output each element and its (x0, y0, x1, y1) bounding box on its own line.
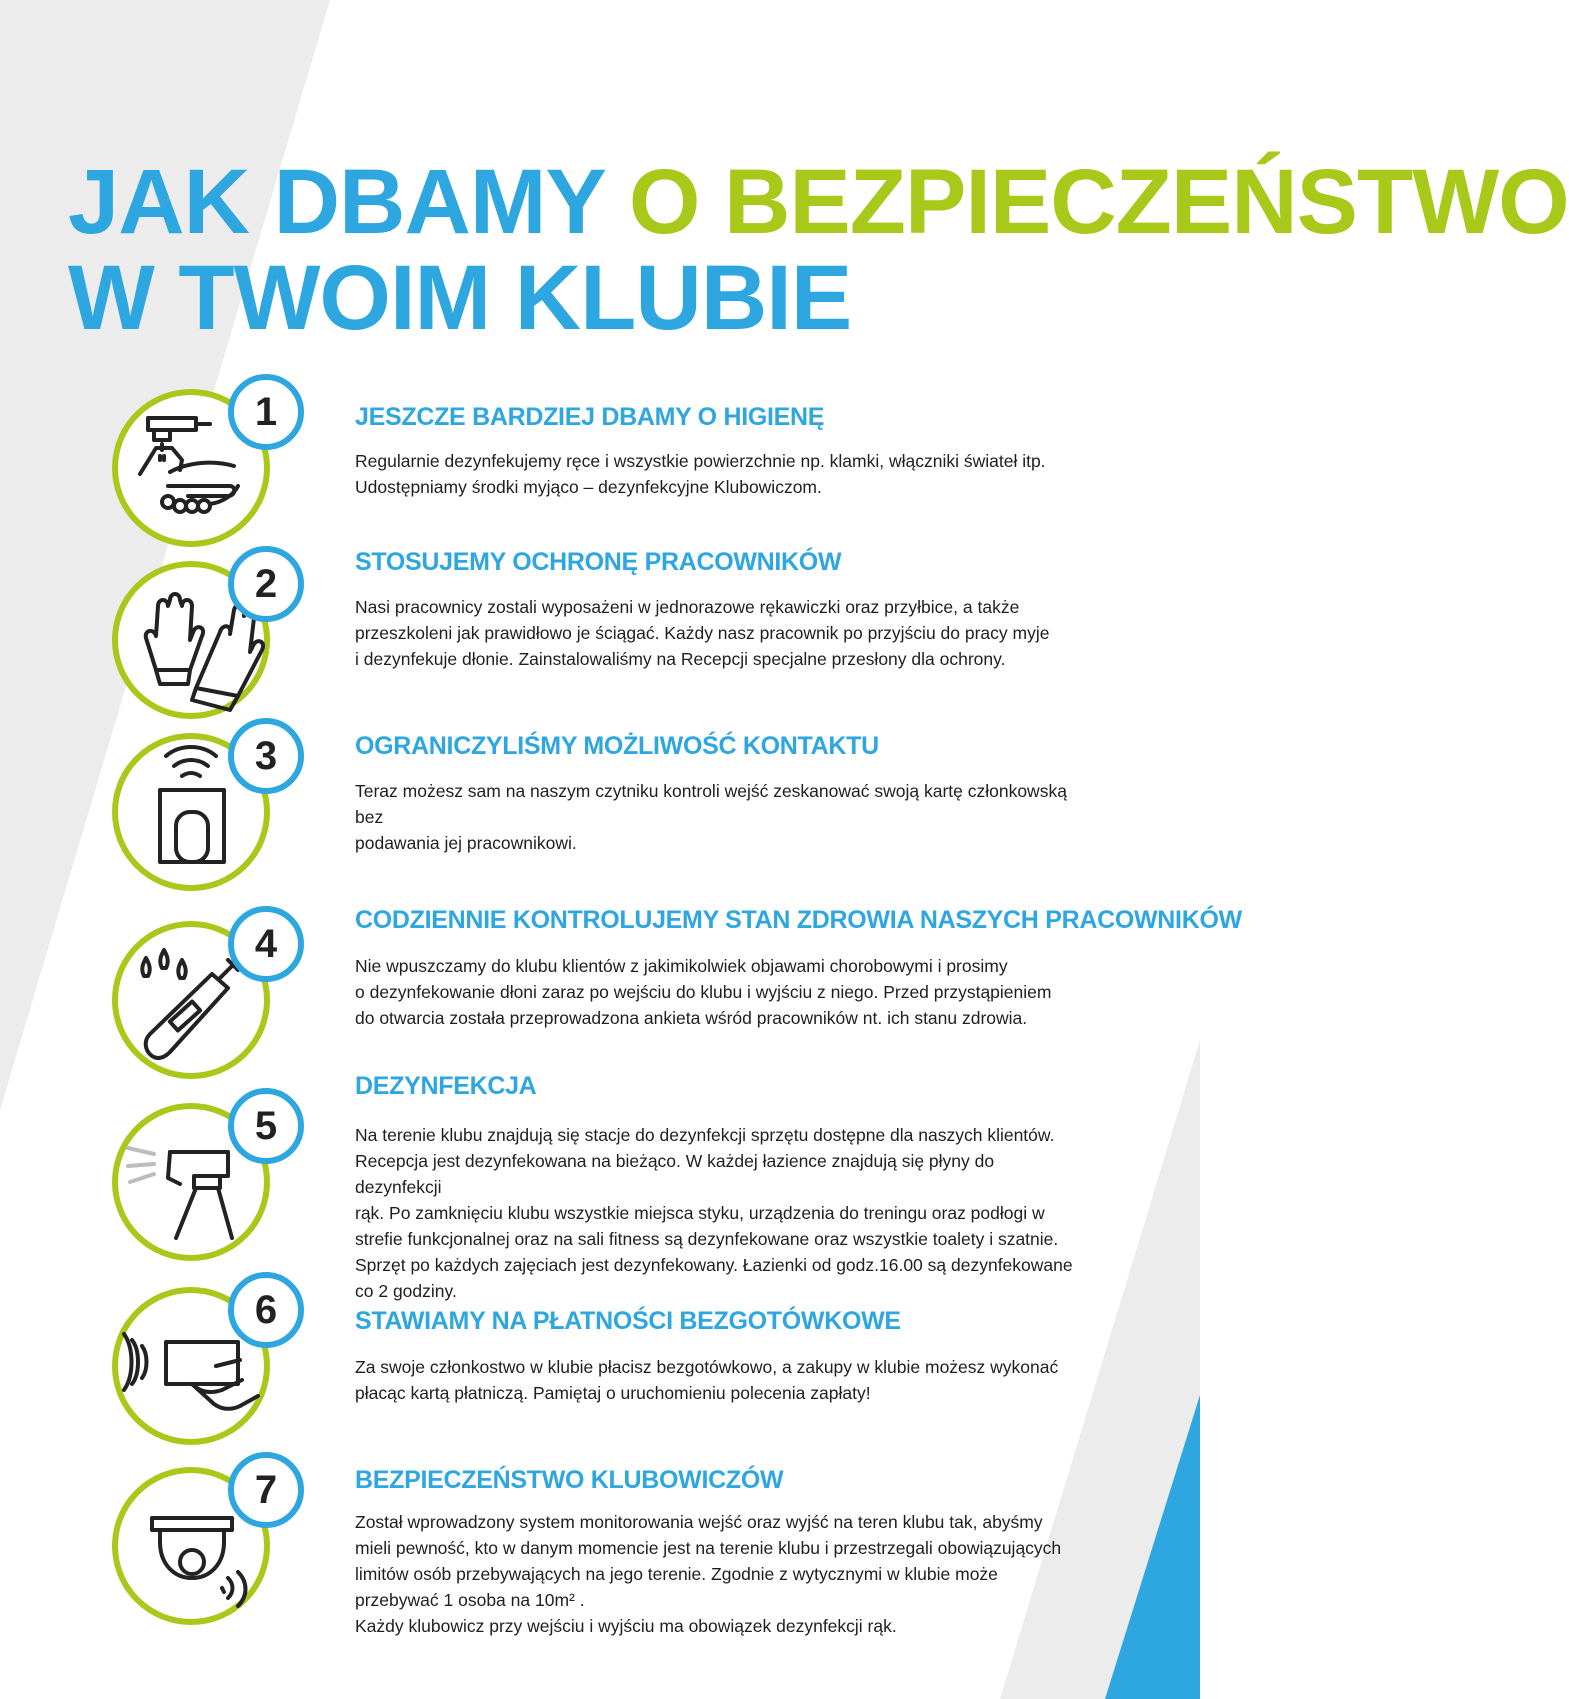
section-heading: STOSUJEMY OCHRONĘ PRACOWNIKÓW (355, 548, 842, 576)
step-number-badge: 4 (228, 906, 304, 982)
body-line: przebywać 1 osoba na 10m² . (355, 1590, 585, 1610)
section-body (355, 953, 1075, 1031)
title-part-blue: JAK DBAMY (68, 150, 605, 253)
body-line: i dezynfekuje dłonie. Zainstalowaliśmy na Recepcji specjalne przesłony dla ochrony. (355, 649, 1006, 669)
body-line: Nie wpuszczamy do klubu klientów z jakimikolwiek objawami chorobowymi i prosimy (355, 956, 1008, 976)
section-heading: OGRANICZYLIŚMY MOŻLIWOŚĆ KONTAKTU (355, 732, 879, 760)
step-number-badge: 2 (228, 546, 304, 622)
section-body (355, 1354, 1075, 1406)
body-line: Sprzęt po każdych zajęciach jest dezynfekowany. Łazienki od godz.16.00 są dezynfekowane (355, 1255, 1073, 1275)
section-heading: STAWIAMY NA PŁATNOŚCI BEZGOTÓWKOWE (355, 1307, 901, 1335)
section-body (355, 594, 1075, 672)
section-body (355, 1509, 1075, 1639)
section-heading: JESZCZE BARDZIEJ DBAMY O HIGIENĘ (355, 403, 825, 431)
title-part-green: O BEZPIECZEŃSTWO (628, 150, 1569, 253)
section-body (355, 778, 1075, 856)
body-line: rąk. Po zamknięciu klubu wszystkie miejsca styku, urządzenia do treningu oraz podłogi w (355, 1203, 1045, 1223)
step-number-badge: 1 (228, 374, 304, 450)
section-3-icon-wrap (110, 732, 280, 902)
body-line: Został wprowadzony system monitorowania wejść oraz wyjść na teren klubu tak, abyśmy (355, 1512, 1043, 1532)
step-number-badge: 6 (228, 1272, 304, 1348)
body-line: limitów osób przebywających na jego terenie. Zgodnie z wytycznymi w klubie może (355, 1564, 998, 1584)
body-line: Za swoje członkostwo w klubie płacisz bezgotówkowo, a zakupy w klubie możesz wykonać (355, 1357, 1059, 1377)
body-line: Udostępniamy środki myjąco – dezynfekcyjne Klubowiczom. (355, 477, 822, 497)
section-body (355, 448, 1075, 500)
step-number-badge: 7 (228, 1452, 304, 1528)
section-heading: CODZIENNIE KONTROLUJEMY STAN ZDROWIA NASZYCH PRACOWNIKÓW (355, 906, 1242, 934)
section-heading: DEZYNFEKCJA (355, 1072, 537, 1100)
title-line-2: W TWOIM KLUBIE (68, 246, 852, 349)
body-line: przeszkoleni jak prawidłowo je ściągać. Każdy nasz pracownik po przyjściu do pracy myje (355, 623, 1050, 643)
body-line: mieli pewność, kto w danym momencie jest na terenie klubu i przestrzegali obowiązujących (355, 1538, 1062, 1558)
body-line: Na terenie klubu znajdują się stacje do dezynfekcji sprzętu dostępne dla naszych klientów. (355, 1125, 1055, 1145)
section-heading: BEZPIECZEŃSTWO KLUBOWICZÓW (355, 1466, 784, 1494)
section-1-icon-wrap (110, 388, 280, 558)
section-body (355, 1122, 1075, 1304)
section-7-icon-wrap (110, 1466, 280, 1636)
section-4-icon-wrap (110, 920, 280, 1090)
step-number-badge: 5 (228, 1088, 304, 1164)
section-2-icon-wrap (110, 560, 280, 730)
body-line: podawania jej pracownikowi. (355, 833, 577, 853)
section-6-icon-wrap (110, 1286, 280, 1456)
page-title (68, 150, 1569, 349)
body-line: co 2 godziny. (355, 1281, 457, 1301)
body-line: Regularnie dezynfekujemy ręce i wszystkie powierzchnie np. klamki, włączniki świateł itp. (355, 451, 1046, 471)
body-line: strefie funkcjonalnej oraz na sali fitness są dezynfekowane oraz wszystkie toalety i szatnie. (355, 1229, 1059, 1249)
body-line: Teraz możesz sam na naszym czytniku kontroli wejść zeskanować swoją kartę członkowską bez (355, 781, 1067, 827)
body-line: Recepcja jest dezynfekowana na bieżąco. W każdej łazience znajdują się płyny do dezynfekcji (355, 1151, 995, 1197)
body-line: o dezynfekowanie dłoni zaraz po wejściu do klubu i wyjściu z niego. Przed przystąpieniem (355, 982, 1052, 1002)
step-number-badge: 3 (228, 718, 304, 794)
section-5-icon-wrap (110, 1102, 280, 1272)
body-line: płacąc kartą płatniczą. Pamiętaj o uruchomieniu polecenia zapłaty! (355, 1383, 871, 1403)
body-line: do otwarcia została przeprowadzona ankieta wśród pracowników nt. ich stanu zdrowia. (355, 1008, 1028, 1028)
body-line: Każdy klubowicz przy wejściu i wyjściu ma obowiązek dezynfekcji rąk. (355, 1616, 897, 1636)
body-line: Nasi pracownicy zostali wyposażeni w jednorazowe rękawiczki oraz przyłbice, a także (355, 597, 1020, 617)
